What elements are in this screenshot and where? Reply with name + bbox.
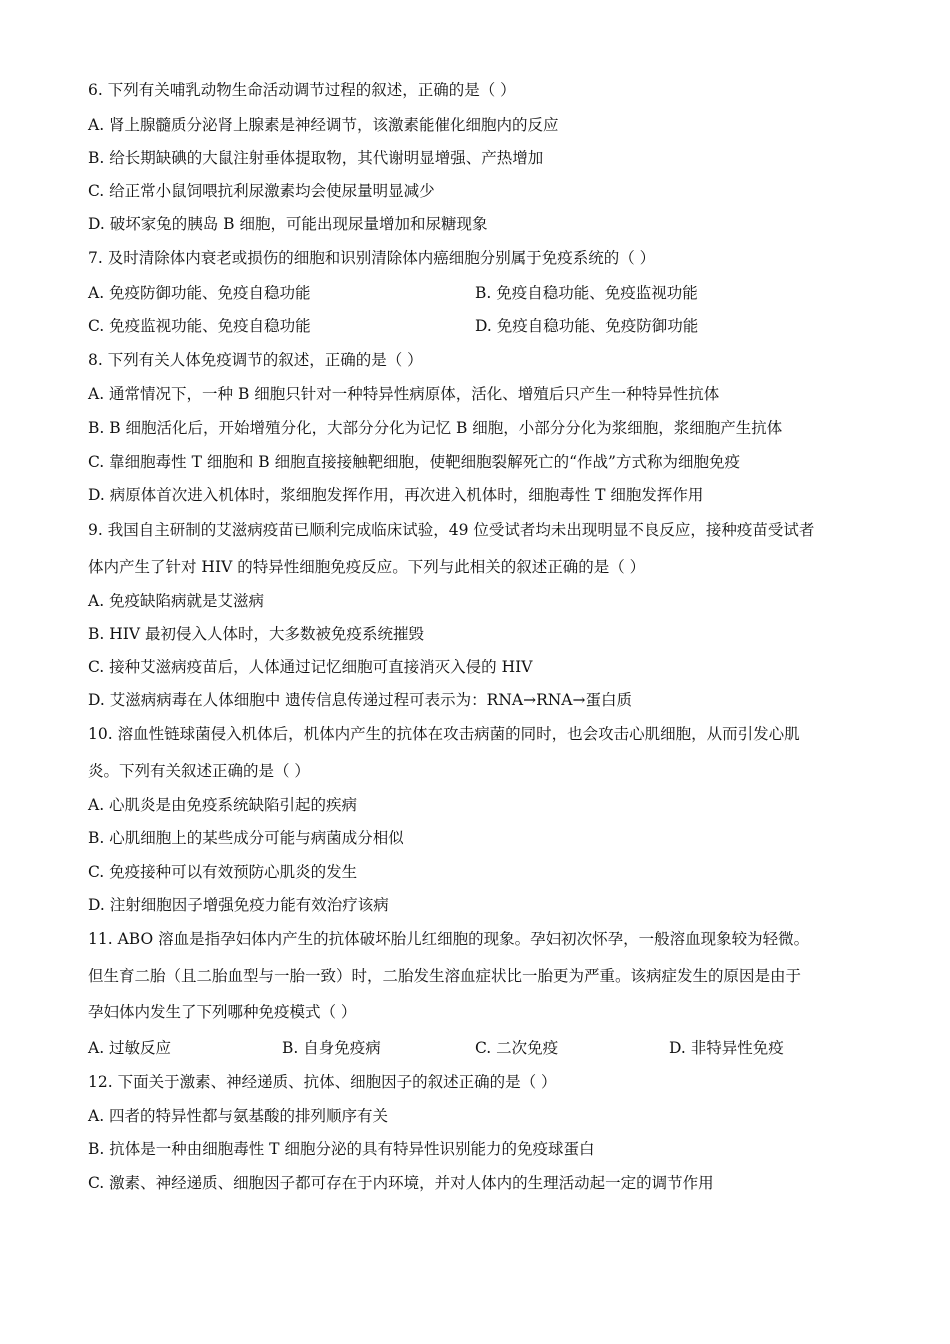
q12-stem: 12. 下面关于激素、神经递质、抗体、细胞因子的叙述正确的是（ ） bbox=[88, 1073, 557, 1091]
q7-option-b: B. 免疫自稳功能、免疫监视功能 bbox=[475, 284, 698, 302]
q12-option-a: A. 四者的特异性都与氨基酸的排列顺序有关 bbox=[88, 1107, 389, 1125]
q9-option-c: C. 接种艾滋病疫苗后，人体通过记忆细胞可直接消灭入侵的 HIV bbox=[88, 658, 533, 676]
q8-option-d: D. 病原体首次进入机体时，浆细胞发挥作用，再次进入机体时，细胞毒性 T 细胞发挥作用 bbox=[88, 486, 704, 504]
q9-option-b: B. HIV 最初侵入人体时，大多数被免疫系统摧毁 bbox=[88, 625, 425, 643]
q12-option-b: B. 抗体是一种由细胞毒性 T 细胞分泌的具有特异性识别能力的免疫球蛋白 bbox=[88, 1140, 595, 1158]
q7-option-d: D. 免疫自稳功能、免疫防御功能 bbox=[475, 317, 699, 335]
q8-option-b: B. B 细胞活化后，开始增殖分化，大部分分化为记忆 B 细胞，小部分分化为浆细胞，浆细胞产生抗体 bbox=[88, 419, 783, 437]
q10-stem-line1: 10. 溶血性链球菌侵入机体后，机体内产生的抗体在攻击病菌的同时，也会攻击心肌细胞，从而引发心肌 bbox=[88, 725, 800, 743]
q11-option-c: C. 二次免疫 bbox=[475, 1039, 559, 1057]
q9-stem-line1: 9. 我国自主研制的艾滋病疫苗已顺利完成临床试验，49 位受试者均未出现明显不良反应，接种疫苗受试者 bbox=[88, 521, 815, 539]
q10-option-a: A. 心肌炎是由免疫系统缺陷引起的疾病 bbox=[88, 796, 358, 814]
q6-option-b: B. 给长期缺碘的大鼠注射垂体提取物，其代谢明显增强、产热增加 bbox=[88, 149, 544, 167]
q10-option-c: C. 免疫接种可以有效预防心肌炎的发生 bbox=[88, 863, 358, 881]
q11-option-a: A. 过敏反应 bbox=[88, 1039, 172, 1057]
q11-stem-line2: 但生育二胎（且二胎血型与一胎一致）时，二胎发生溶血症状比一胎更为严重。该病症发生的原因是由于 bbox=[88, 967, 802, 985]
q8-option-a: A. 通常情况下，一种 B 细胞只针对一种特异性病原体，活化、增殖后只产生一种特异性抗体 bbox=[88, 385, 720, 403]
q6-stem: 6. 下列有关哺乳动物生命活动调节过程的叙述，正确的是（ ） bbox=[88, 81, 516, 99]
q6-option-a: A. 肾上腺髓质分泌肾上腺素是神经调节，该激素能催化细胞内的反应 bbox=[88, 116, 559, 134]
q6-option-c: C. 给正常小鼠饲喂抗利尿激素均会使尿量明显减少 bbox=[88, 182, 435, 200]
q9-option-a: A. 免疫缺陷病就是艾滋病 bbox=[88, 592, 265, 610]
q11-option-d: D. 非特异性免疫 bbox=[669, 1039, 784, 1057]
q8-stem: 8. 下列有关人体免疫调节的叙述，正确的是（ ） bbox=[88, 351, 423, 369]
q6-option-d: D. 破坏家兔的胰岛 B 细胞，可能出现尿量增加和尿糖现象 bbox=[88, 215, 488, 233]
q7-option-a: A. 免疫防御功能、免疫自稳功能 bbox=[88, 284, 311, 302]
q10-stem-line2: 炎。下列有关叙述正确的是（ ） bbox=[88, 762, 310, 780]
q11-stem-line1: 11. ABO 溶血是指孕妇体内产生的抗体破坏胎儿红细胞的现象。孕妇初次怀孕，一般溶血现象较为轻微。 bbox=[88, 930, 810, 948]
q10-option-d: D. 注射细胞因子增强免疫力能有效治疗该病 bbox=[88, 896, 389, 914]
q9-stem-line2: 体内产生了针对 HIV 的特异性细胞免疫反应。下列与此相关的叙述正确的是（ ） bbox=[88, 558, 646, 576]
q11-stem-line3: 孕妇体内发生了下列哪种免疫模式（ ） bbox=[88, 1003, 357, 1021]
q7-stem: 7. 及时清除体内衰老或损伤的细胞和识别清除体内癌细胞分别属于免疫系统的（ ） bbox=[88, 249, 656, 267]
q7-option-c: C. 免疫监视功能、免疫自稳功能 bbox=[88, 317, 311, 335]
q8-option-c: C. 靠细胞毒性 T 细胞和 B 细胞直接接触靶细胞，使靶细胞裂解死亡的“作战”方式称为细胞免疫 bbox=[88, 453, 740, 471]
q11-option-b: B. 自身免疫病 bbox=[282, 1039, 381, 1057]
q12-option-c: C. 激素、神经递质、细胞因子都可存在于内环境，并对人体内的生理活动起一定的调节作用 bbox=[88, 1174, 714, 1192]
q9-option-d: D. 艾滋病病毒在人体细胞中 遗传信息传递过程可表示为：RNA→RNA→蛋白质 bbox=[88, 691, 632, 709]
q10-option-b: B. 心肌细胞上的某些成分可能与病菌成分相似 bbox=[88, 829, 404, 847]
